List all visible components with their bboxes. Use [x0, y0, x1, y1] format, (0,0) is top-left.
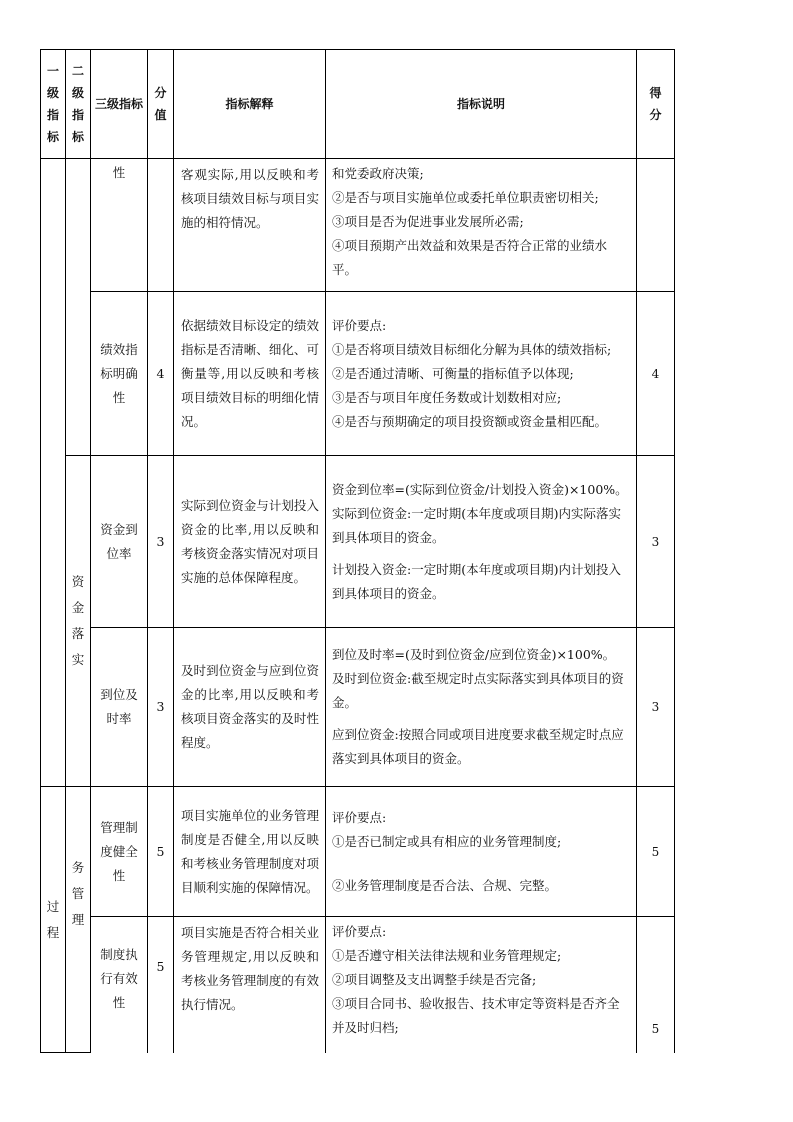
performance-indicator-table [40, 49, 675, 1053]
description-cell: 资金到位率=(实际到位资金/计划投入资金)×100%。 实际到位资金:一定时期(本年度或项目期)内实际落实到具体项目的资金。 计划投入资金:一定时期(本年度或项目期)内计划投入到具体项目的资金。 [326, 456, 637, 628]
table-row [41, 628, 675, 787]
explanation-cell: 客观实际,用以反映和考核项目绩效目标与项目实施的相符情况。 [174, 159, 326, 292]
points-cell: 5 [148, 917, 174, 1053]
score-cell: 3 [637, 628, 675, 787]
score-cell: 5 [637, 917, 675, 1053]
description-cell: 评价要点: ①是否遵守相关法律法规和业务管理规定; ②项目调整及支出调整手续是否完备; ③项目合同书、验收报告、技术审定等资料是否齐全并及时归档; [326, 917, 637, 1053]
header-description: 指标说明 [326, 50, 637, 159]
description-cell: 评价要点: ①是否已制定或具有相应的业务管理制度; ②业务管理制度是否合法、合规、完整。 [326, 787, 637, 917]
header-level3: 三级指标 [91, 50, 148, 159]
score-cell: 5 [637, 787, 675, 917]
description-cell: 评价要点: ①是否将项目绩效目标细化分解为具体的绩效指标; ②是否通过清晰、可衡量的指标值予以体现; ③是否与项目年度任务数或计划数相对应; ④是否与预期确定的项目投资额或资金量相匹配。 [326, 292, 637, 456]
level1-cell-empty [41, 159, 66, 787]
points-cell: 3 [148, 628, 174, 787]
explanation-cell: 及时到位资金与应到位资金的比率,用以反映和考核项目资金落实的及时性程度。 [174, 628, 326, 787]
level2-zijin-luoshi: 资 金 落 实 [66, 456, 91, 787]
explanation-cell: 依据绩效目标设定的绩效指标是否清晰、细化、可衡量等,用以反映和考核项目绩效目标的明细化情况。 [174, 292, 326, 456]
score-cell [637, 159, 675, 292]
header-explanation: 指标解释 [174, 50, 326, 159]
explanation-cell: 项目实施是否符合相关业务管理规定,用以反映和考核业务管理制度的有效执行情况。 [174, 917, 326, 1053]
header-level2: 二 级 指 标 [66, 50, 91, 159]
points-cell: 5 [148, 787, 174, 917]
level2-yewu-guanli: 务 管 理 [66, 787, 91, 1053]
explanation-cell: 项目实施单位的业务管理制度是否健全,用以反映和考核业务管理制度对项目顺利实施的保障情况。 [174, 787, 326, 917]
level3-cell: 管理制度健全性 [91, 787, 148, 917]
points-cell: 3 [148, 456, 174, 628]
points-cell: 4 [148, 292, 174, 456]
level3-cell: 绩效指标明确性 [91, 292, 148, 456]
description-cell: 和党委政府决策; ②是否与项目实施单位或委托单位职责密切相关; ③项目是否为促进事业发展所必需; ④项目预期产出效益和效果是否符合正常的业绩水平。 [326, 159, 637, 292]
header-points: 分 值 [148, 50, 174, 159]
description-cell: 到位及时率=(及时到位资金/应到位资金)×100%。 及时到位资金:截至规定时点实际落实到具体项目的资金。 应到位资金:按照合同或项目进度要求截至规定时点应落实到具体项目的资金。 [326, 628, 637, 787]
score-cell: 3 [637, 456, 675, 628]
level2-cell-empty [66, 159, 91, 456]
level3-cell: 资金到位率 [91, 456, 148, 628]
level3-cell: 到位及时率 [91, 628, 148, 787]
explanation-cell: 实际到位资金与计划投入资金的比率,用以反映和考核资金落实情况对项目实施的总体保障程度。 [174, 456, 326, 628]
header-score: 得 分 [637, 50, 675, 159]
points-cell [148, 159, 174, 292]
table-row [41, 159, 675, 292]
table-row [41, 292, 675, 456]
score-cell: 4 [637, 292, 675, 456]
header-level1: 一 级 指 标 [41, 50, 66, 159]
level1-guocheng: 过 程 [41, 787, 66, 1053]
table-header-row [41, 50, 675, 159]
table-row [41, 787, 675, 917]
table-row [41, 917, 675, 1053]
level3-cell: 制度执行有效性 [91, 917, 148, 1053]
table-row [41, 456, 675, 628]
level3-cell: 性 [91, 159, 148, 292]
